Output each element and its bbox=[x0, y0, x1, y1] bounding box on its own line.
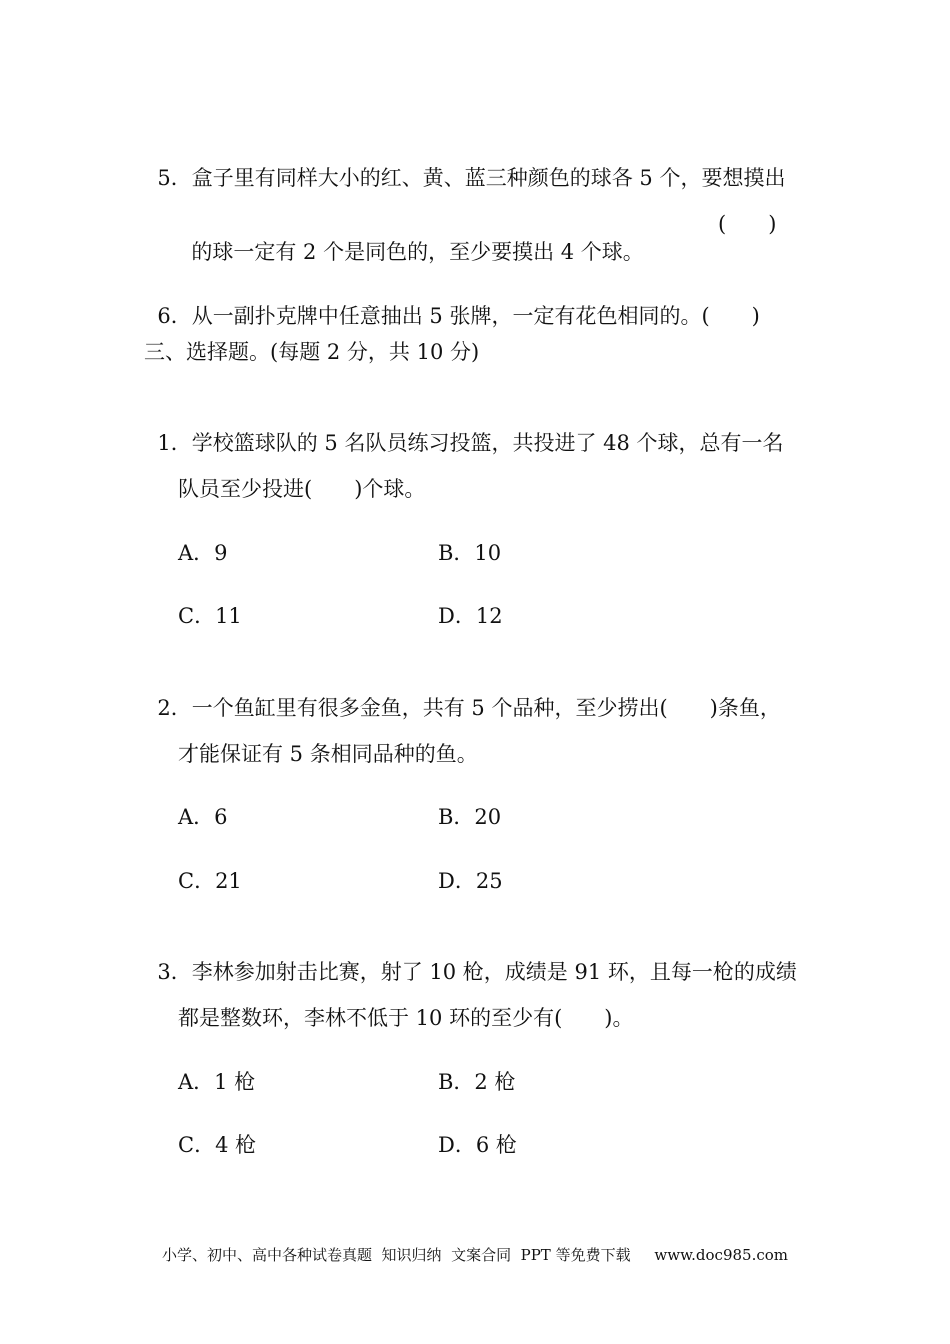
choice-question-3-line-2: 都是整数环，李林不低于 10 环的至少有( )。 bbox=[178, 1006, 634, 1030]
choice-question-2-line-1 bbox=[144, 666, 781, 722]
question-number: 2． bbox=[157, 696, 192, 720]
footer-text: 小学、初中、高中各种试卷真题 知识归纳 文案合同 PPT 等免费下载 www.doc985.com bbox=[162, 1246, 789, 1264]
question-text: 从一副扑克牌中任意抽出 5 张牌，一定有花色相同的。( ) bbox=[191, 304, 760, 328]
option-b: B．2 枪 bbox=[438, 1070, 516, 1094]
option-c: C．21 bbox=[178, 869, 242, 893]
choice-question-1-line-1 bbox=[144, 401, 784, 457]
option-d: D．25 bbox=[438, 869, 503, 893]
choice-question-2-line-2: 才能保证有 5 条相同品种的鱼。 bbox=[178, 742, 478, 766]
option-c: C．11 bbox=[178, 604, 242, 628]
option-a: A．9 bbox=[178, 541, 228, 565]
question-5-line-2 bbox=[178, 210, 644, 266]
option-a: A．1 枪 bbox=[178, 1070, 256, 1094]
choice-question-1-line-2: 队员至少投进( )个球。 bbox=[178, 477, 426, 501]
question-number: 6． bbox=[157, 304, 192, 328]
question-text: 李林参加射击比赛，射了 10 枪，成绩是 91 环，且每一枪的成绩 bbox=[191, 960, 797, 984]
option-b: B．20 bbox=[438, 805, 502, 829]
question-6-line-1 bbox=[144, 274, 760, 330]
question-text: 学校篮球队的 5 名队员练习投篮，共投进了 48 个球，总有一名 bbox=[191, 431, 784, 455]
question-text: 一个鱼缸里有很多金鱼，共有 5 个品种，至少捞出( )条鱼， bbox=[191, 696, 781, 720]
option-a: A．6 bbox=[178, 805, 228, 829]
option-d: D．12 bbox=[438, 604, 503, 628]
option-c: C．4 枪 bbox=[178, 1133, 257, 1157]
question-5-line-1 bbox=[144, 136, 785, 192]
choice-question-3-line-1 bbox=[144, 930, 797, 986]
question-text: 盒子里有同样大小的红、黄、蓝三种颜色的球各 5 个，要想摸出 bbox=[191, 166, 786, 190]
answer-paren: ( ) bbox=[718, 212, 777, 236]
section-heading: 三、选择题。(每题 2 分，共 10 分) bbox=[144, 340, 480, 364]
question-number: 3． bbox=[157, 960, 192, 984]
question-number: 1． bbox=[157, 431, 192, 455]
option-b: B．10 bbox=[438, 541, 502, 565]
option-d: D．6 枪 bbox=[438, 1133, 517, 1157]
question-text: 的球一定有 2 个是同色的，至少要摸出 4 个球。 bbox=[191, 240, 644, 264]
question-number: 5． bbox=[157, 166, 192, 190]
